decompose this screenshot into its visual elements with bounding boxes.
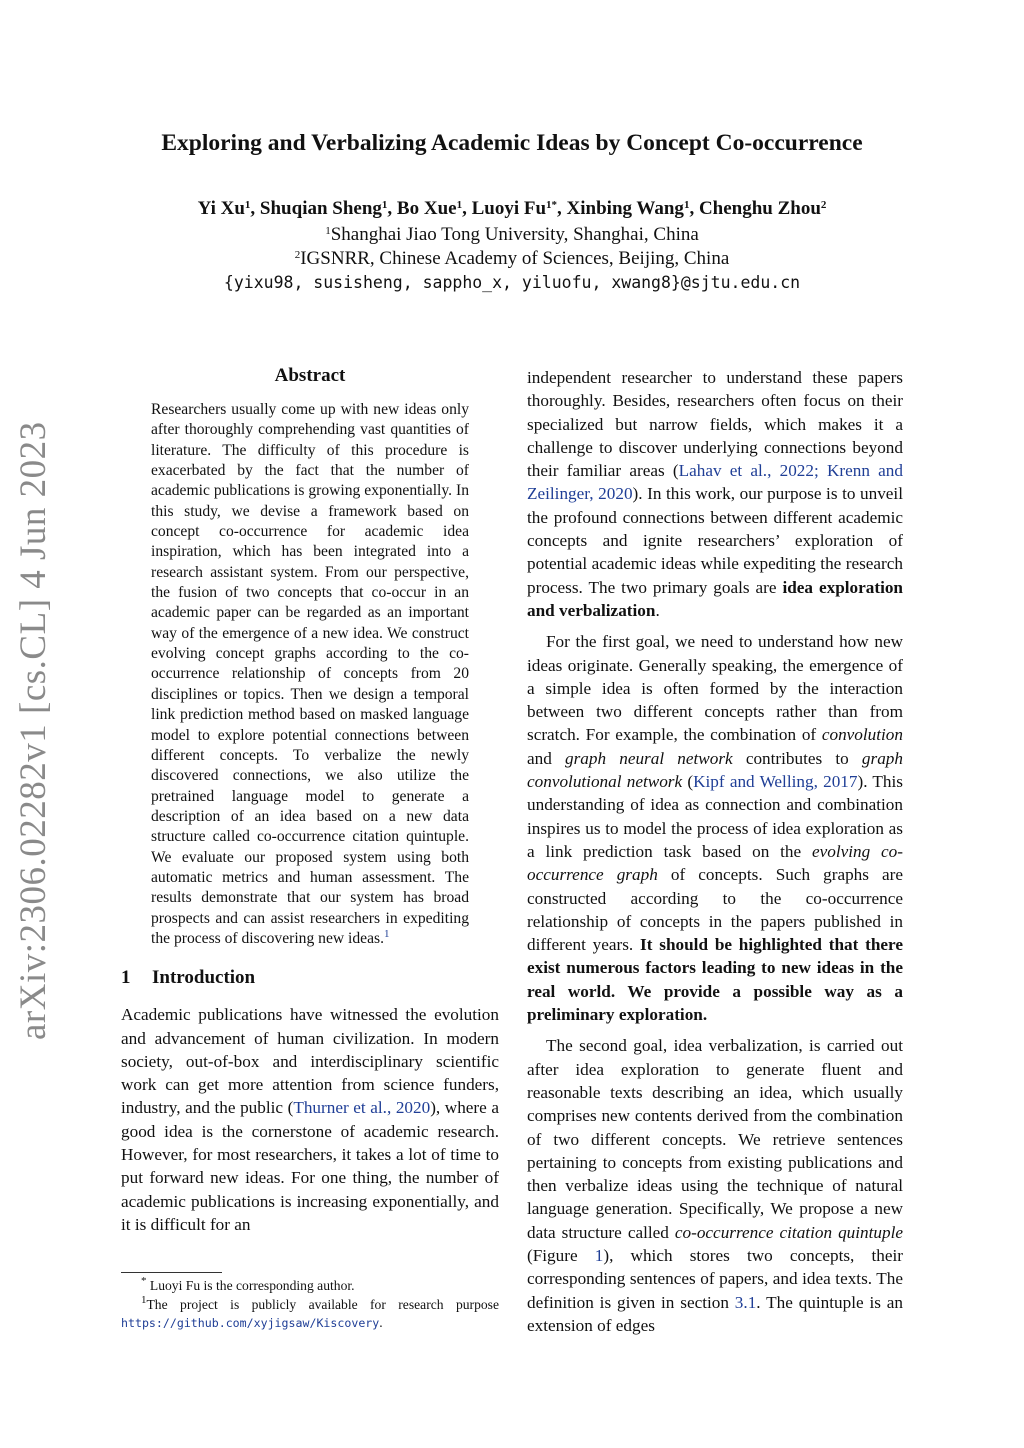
bold-text: It should be highlighted that there exist numerous factors leading to new ideas in the real world. We provide a possible way as a preliminary exploration. — [527, 935, 903, 1025]
italic-term: graph neural network — [565, 748, 733, 768]
text-run: contributes to — [732, 748, 862, 768]
author-list: Yi Xu$^1$, Shuqian Sheng$^1$, Bo Xue$^1$, Luoyi $Fu^{1*}$, Xinbing Wang$^1$, Chenghu Zhou$^2$ — [197, 198, 827, 219]
footnote-mark: 1 — [141, 1293, 147, 1306]
text-run: ; — [813, 461, 827, 481]
paragraph — [527, 630, 903, 1026]
author-name: Luoyi Fu — [471, 198, 547, 219]
affiliation-mark: 2 — [294, 249, 301, 261]
italic-term: convolution — [821, 725, 903, 745]
text-run: The second goal, idea verbalization, is carried out after idea exploration to generate fluent and reasonable texts describing an idea, which usually comprises new contents derived from the combination of two different concepts. We retrieve sentences pertaining to concepts from existing publications and then verbalize ideas using the technique of natural language generation. Specifically, We propose a new data structure called — [527, 1036, 903, 1242]
footnote-project — [121, 1293, 499, 1333]
project-url-link[interactable]: https://github.com/xyjigsaw/Kiscovery — [121, 1316, 380, 1330]
author-mark: 1 — [244, 199, 251, 211]
text-run: . — [379, 1315, 383, 1330]
text-run: ( — [682, 772, 694, 792]
author-name: Shuqian Sheng — [259, 198, 382, 219]
author-name: Bo Xue — [396, 198, 457, 219]
footnote-rule — [121, 1272, 222, 1273]
bold-text: idea exploration and verbalization — [527, 577, 903, 620]
section-heading — [121, 967, 499, 989]
affiliation-2 — [0, 248, 1024, 270]
paragraph — [527, 366, 903, 622]
author-mark: 1* — [546, 199, 558, 211]
section-number: 1 — [121, 967, 131, 989]
footnote-ref[interactable]: 1 — [383, 927, 390, 940]
italic-term: co-occurrence citation quintuple — [674, 1222, 903, 1242]
citation-link[interactable]: Kipf and Welling, 2017 — [693, 772, 858, 792]
paragraph — [527, 1034, 903, 1337]
citation-link[interactable]: Krenn and Zeilinger, 2020 — [527, 461, 903, 504]
right-column — [527, 366, 903, 1345]
author-name: Xinbing Wang — [566, 198, 684, 219]
citation-link[interactable]: Thurner et al., 2020 — [293, 1098, 431, 1118]
section-title: Introduction — [152, 967, 256, 989]
affiliation-text: IGSNRR, Chinese Academy of Sciences, Beijing, China — [300, 248, 730, 269]
footnote-text: The project is publicly available for research purpose — [146, 1296, 499, 1312]
italic-term: graph convolutional network — [527, 748, 903, 792]
author-mark: 1 — [456, 199, 463, 211]
left-column — [121, 365, 499, 1236]
text-run: (Figure — [527, 1245, 595, 1265]
abstract-text: Researchers usually come up with new ideas only after thoroughly comprehending vast quantities of literature. The difficulty of this procedure is exacerbated by the fact that the number of academic publications is growing exponentially. In this study, we devise a framework based on concept co-occurrence for academic idea inspiration, which has been integrated into a research assistant system. From our perspective, the fusion of two concepts that co-occur in an academic paper can be regarded as an important way of the emergence of a new idea. We construct evolving concept graphs according to the co-occurrence relationship of concepts from 20 disciplines or topics. Then we design a temporal link prediction method based on masked language model to explore potential connections between different concepts. To verbalize the newly discovered connections, we also utilize the pretrained language model to generate a description of an idea based on a new data structure called co-occurrence citation quintuple. We evaluate our proposed system using both automatic metrics and human assessment. The results demonstrate that our system has broad prospects and can assist researchers in expediting the process of discovering new ideas. — [151, 401, 469, 947]
author-mark: 2 — [820, 199, 827, 211]
abstract-body — [151, 400, 469, 949]
text-run: ). In this work, our purpose is to unveil the profound connections between different academic concepts and ignite researchers’ exploration of potential academic ideas while expediting the research process. The two primary goals are — [527, 484, 903, 597]
text-run: . The quintuple is an extension of edges — [527, 1292, 904, 1335]
author-emails: {yixu98, susisheng, sappho_x, yiluofu, xwang8}@sjtu.edu.cn — [223, 273, 801, 292]
text-run: independent researcher to understand these papers thoroughly. Besides, researchers often focus on their specialized but narrow fields, which makes it a challenge to discover underlying connections beyond their familiar areas ( — [527, 368, 903, 481]
text-run: . — [655, 600, 660, 620]
footnotes — [121, 1272, 499, 1333]
author-mark: 1 — [683, 199, 690, 211]
arxiv-identifier-stamp: arXiv:2306.02282v1 [cs.CL] 4 Jun 2023 — [13, 421, 54, 1040]
text-run: ), where a good idea is the cornerstone of academic research. However, for most researchers, it takes a lot of time to put forward new ideas. For one thing, the number of academic publications is increasing exponentially, and it is difficult for an — [121, 1098, 499, 1234]
text-run: of concepts. Such graphs are constructed according to the co-occurrence relationship of concepts in the papers published in different years. — [527, 865, 903, 955]
author-name: Chenghu Zhou — [698, 198, 821, 219]
section-ref-link[interactable]: 3.1 — [734, 1292, 757, 1312]
affiliation-1 — [0, 224, 1024, 246]
affiliation-text: Shanghai Jiao Tong University, Shanghai, China — [330, 224, 699, 245]
italic-term: evolving co-occurrence graph — [527, 841, 903, 885]
text-run: ), which stores two concepts, their corresponding sentences of papers, and idea texts. The definition is given in section — [527, 1245, 903, 1312]
abstract-heading: Abstract — [274, 365, 346, 386]
citation-link[interactable]: Lahav et al., 2022 — [678, 461, 814, 481]
text-run: For the first goal, we need to understand how new ideas originate. Generally speaking, the emergence of a simple idea is often formed by the interaction between two different concepts rather than from scratch. For example, the combination of — [527, 632, 903, 745]
text-run: Academic publications have witnessed the evolution and advancement of human civilization. In modern society, out-of-box and interdisciplinary scientific work can get more attention from science funders, industry, and the public ( — [121, 1005, 499, 1118]
footnote-mark: * — [141, 1275, 147, 1287]
intro-paragraph — [121, 1003, 499, 1236]
author-mark: 1 — [381, 199, 388, 211]
footnote-corresponding — [121, 1277, 499, 1296]
footnote-text: Luoyi Fu is the corresponding author. — [149, 1278, 355, 1293]
author-name: Yi Xu — [197, 198, 245, 219]
text-run: and — [527, 748, 565, 768]
paper-title: Exploring and Verbalizing Academic Ideas by Concept Co-occurrence — [161, 130, 863, 156]
affiliation-mark: 1 — [325, 225, 331, 237]
figure-ref-link[interactable]: 1 — [594, 1245, 604, 1265]
text-run: ). This understanding of idea as connection and combination inspires us to model the process of idea exploration as a link prediction task based on the — [527, 772, 903, 861]
